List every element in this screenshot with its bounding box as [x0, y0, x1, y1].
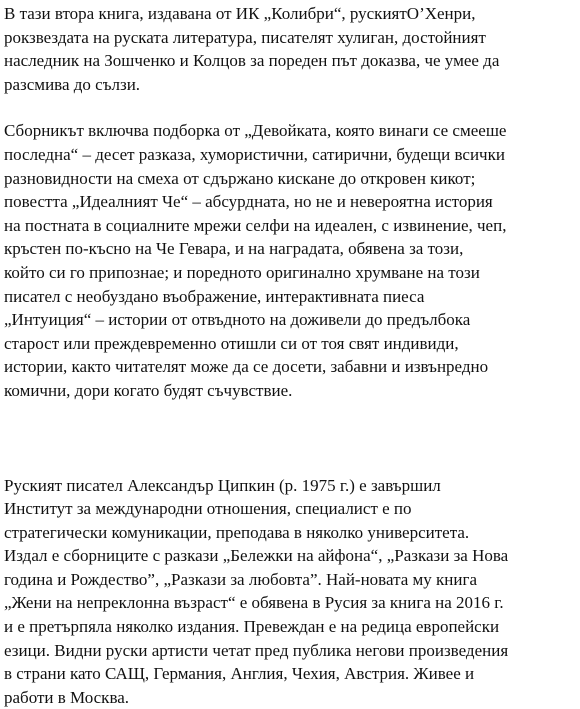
- intro-paragraph: В тази втора книга, издавана от ИК „Колибри“, рускиятО’Хенри, рокзвездата на руската литература, писателят хулиган, достойният наследник на Зошченко и Колцов за пореден път доказва, че умее да разсмива до сълзи.: [4, 2, 578, 96]
- author-bio-paragraph: Руският писател Александър Ципкин (р. 1975 г.) е завършил Институт за международни отношения, специалист е по стратегически комуникации, преподава в няколко университета. Издал е сборниците с разкази „Бележки на айфона“, „Разкази за Нова година и Рождество”, „Разкази за любовта”. Най-новата му книга „Жени на непреклонна възраст“ е обявена в Русия за книга на 2016 г. и е претърпяла няколко издания. Превеждан е на редица европейски езици. Видни руски артисти четат пред публика негови произведения в страни като САЩ, Германия, Англия, Чехия, Австрия. Живее и работи в Москва.: [4, 474, 578, 709]
- contents-paragraph: Сборникът включва подборка от „Девойката, която винаги се смееше последна“ – десет разказа, хумористични, сатирични, будещи всички разновидности на смеха от сдържано кискане до откровен кикот; повестта „Идеалният Че“ – абсурдната, но не и невероятна история на постната в социалните мрежи селфи на идеален, с извинение, чеп, кръстен по-късно на Че Гевара, и на наградата, обявена за този, който си го припознае; и поредното оригинално хрумване на този писател с необуздано въображение, интерактивната пиеса „Интуиция“ – истории от отвъдното на доживели до предълбока старост или преждевременно отишли си от тоя свят индивиди, истории, както читателят може да се досети, забавни и извънредно комични, дори когато будят съчувствие.: [4, 119, 578, 402]
- document-body: [4, 0, 578, 709]
